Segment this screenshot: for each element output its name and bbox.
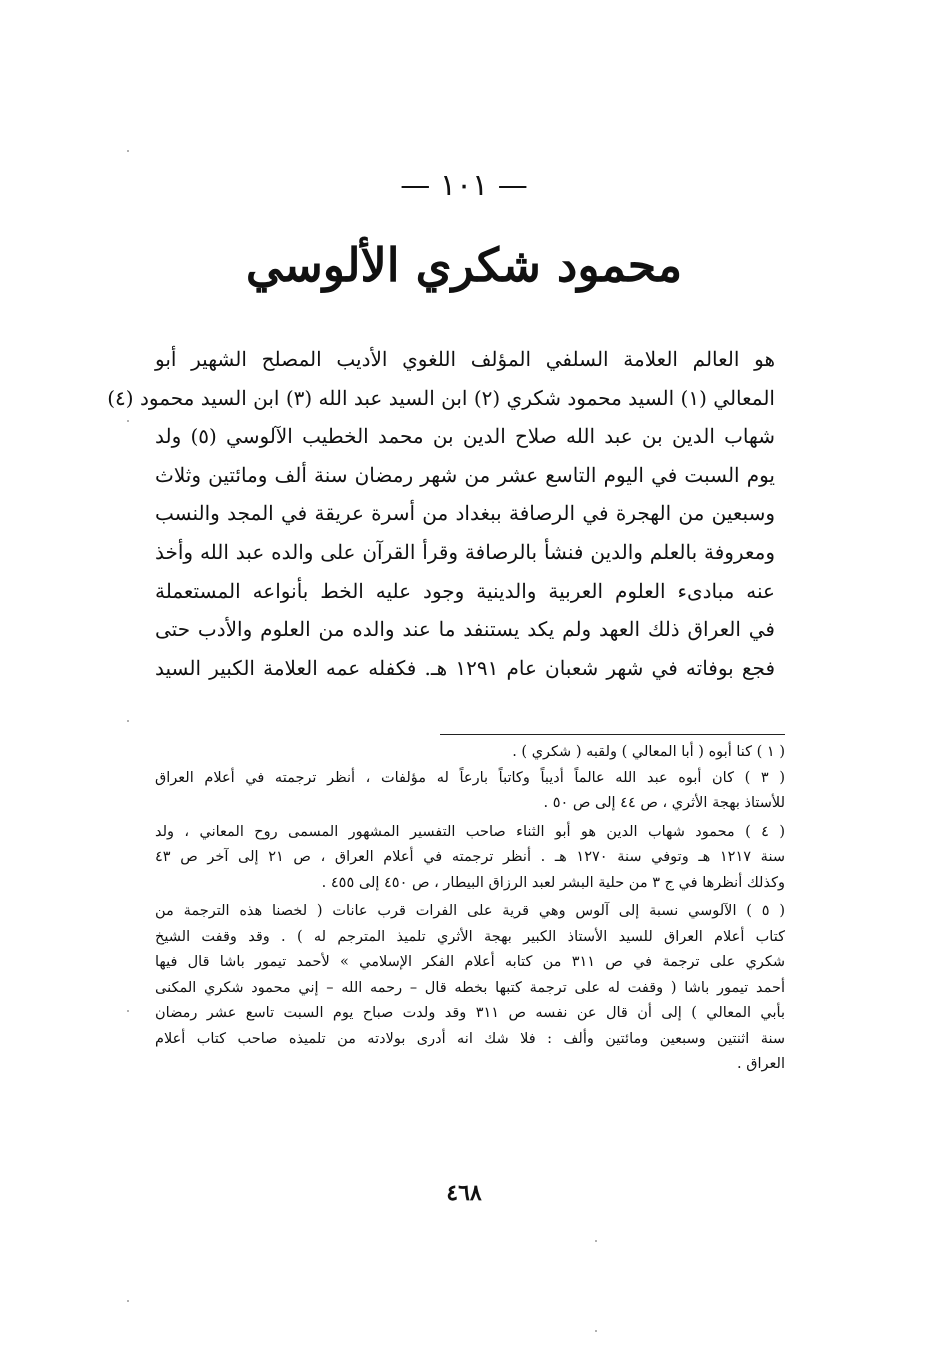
scan-speck [127, 720, 129, 722]
footnote-line: للأستاذ بهجة الأثري ، ص ٤٤ إلى ص ٥٠ . [543, 795, 785, 811]
scan-speck [595, 1330, 597, 1332]
scan-speck [127, 420, 129, 422]
body-line: المعالي (١) السيد محمود شكري (٢) ابن السيد عبد الله (٣) ابن السيد محمود (٤) [107, 385, 775, 410]
footnote-line: أحمد تيمور باشا ( وقفت له على ترجمة كتبها بخطه قال – رحمه الله – إني محمود شكري المكنى [155, 979, 785, 996]
scan-speck [595, 1240, 597, 1242]
body-line: عنه مبادىء العلوم العربية والدينية وجود عليه الخط بأنواعه المستعملة [155, 578, 775, 603]
page-title: محمود شكري الألوسي [245, 238, 683, 292]
footnote-line: ( ٥ ) الآلوسي نسبة إلى آلوس وهي قرية على الفرات قرب عانات ( لخصنا هذه الترجمة من [155, 903, 785, 919]
body-line: يوم السبت في اليوم التاسع عشر من شهر رمضان سنة ألف ومائتين وثلاث [155, 462, 775, 487]
body-line: فجع بوفاته في شهر شعبان عام ١٢٩١ هـ. فكفله عمه العلامة الكبير السيد [155, 655, 775, 680]
footnote-line: وكذلك أنظرها في ج ٣ من حلية البشر لعبد الرزاق البيطار ، ص ٤٥٠ إلى ٤٥٥ . [321, 874, 785, 891]
footnote-line: العراق . [737, 1056, 785, 1072]
footnote-line: ( ١ ) كنا أبوه ( أبا المعالي ) ولقبه ( شكري ) . [512, 744, 785, 760]
scan-speck [127, 1300, 129, 1302]
biography-body [107, 340, 775, 687]
body-line: في العراق ذلك العهد ولم يكد يستنفد ما عند والده من العلوم والأدب حتى [155, 617, 775, 642]
page-number: ٤٦٨ [446, 1180, 482, 1206]
footnote-line: ( ٤ ) محمود شهاب الدين هو أبو الثناء صاحب التفسير المشهور المسمى روح المعاني ، ولد [155, 823, 785, 840]
footnote-line: سنة اثنتين وسبعين ومائتين وألف : فلا شك انه أدرى بولادته من تلميذه صاحب كتاب أعلام [155, 1030, 785, 1047]
footnote-line: سنة ١٢١٧ هـ وتوفي سنة ١٢٧٠ هـ . أنظر ترجمته في أعلام العراق ، ص ٢١ إلى آخر ص ٤٣ [155, 849, 785, 865]
footnote-line: كتاب أعلام العراق للسيد الأستاذ الكبير بهجة الأثري تلميذ المترجم له ) . وقد وقفت الشيخ [155, 928, 785, 945]
footnotes [155, 740, 785, 1078]
body-line: وسبعين من الهجرة في الرصافة ببغداد من أسرة عريقة في المجد والنسب [155, 501, 775, 526]
body-line: هو العالم العلامة السلفي المؤلف اللغوي الأديب المصلح الشهير أبو [155, 347, 775, 371]
footnote-line: شكري على ترجمة في ص ٣١١ من كتابه أعلام الفكر الإسلامي » لأحمد تيمور باشا قال فيها [155, 954, 786, 970]
body-line: ومعروفة بالعلم والدين فنشأ بالرصافة وقرأ القرآن على والده عبد الله وأخذ [155, 539, 775, 564]
footnote-divider [440, 734, 785, 735]
footnote-line: ( ٣ ) كان أبوه عبد الله عالماً أديباً وكاتباً بارعاً له مؤلفات ، أنظر ترجمته في أعلام العراق [155, 769, 785, 786]
footnote-line: بأبي المعالي ) إلى أن قال عن نفسه ص ٣١١ وقد ولدت صباح يوم السبت تاسع عشر رمضان [155, 1005, 785, 1021]
scan-speck [127, 150, 129, 152]
body-line: شهاب الدين بن عبد الله صلاح الدين بن محمد الخطيب الآلوسي (٥) ولد [155, 424, 775, 449]
entry-number: — ١٠١ — [400, 168, 528, 203]
scan-speck [127, 1010, 129, 1012]
